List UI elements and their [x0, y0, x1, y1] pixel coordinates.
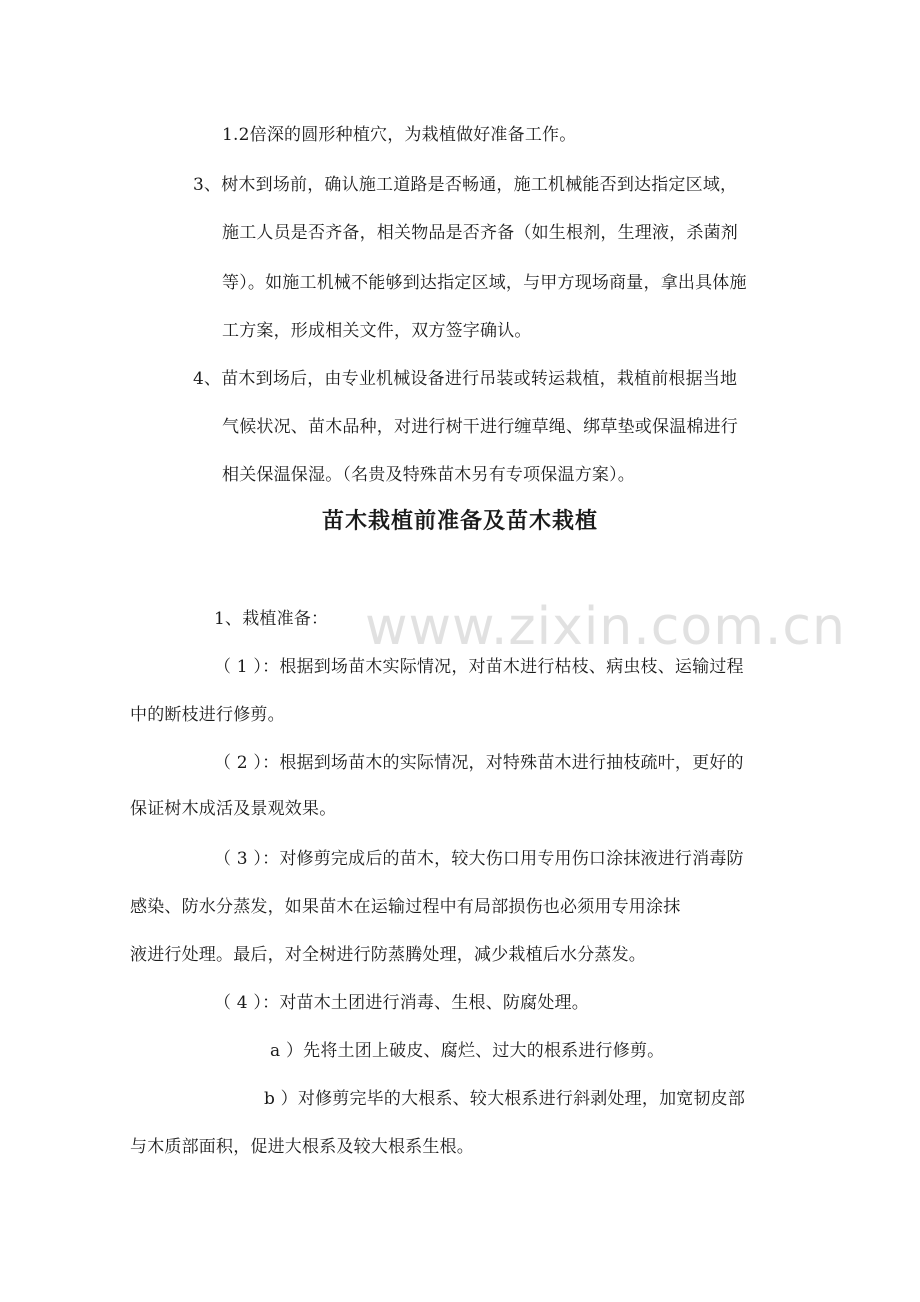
paragraph-line: 中的断枝进行修剪。 — [130, 705, 285, 725]
paragraph-line: 气候状况、苗木品种，对进行树干进行缠草绳、绑草垫或保温棉进行 — [222, 417, 738, 437]
watermark: www.zixin.com.cn — [365, 597, 846, 657]
paragraph-line: 1、栽植准备： — [214, 609, 329, 629]
paragraph-line: 相关保温保湿。（名贵及特殊苗木另有专项保温方案）。 — [222, 465, 635, 485]
paragraph-line: （ 2 ）：根据到场苗木的实际情况，对特殊苗木进行抽枝疏叶，更好的 — [214, 753, 744, 773]
paragraph-line: 工方案，形成相关文件，双方签字确认。 — [222, 321, 532, 341]
paragraph-line: 等）。如施工机械不能够到达指定区域，与甲方现场商量，拿出具体施 — [222, 273, 747, 293]
paragraph-line: 1.2倍深的圆形种植穴，为栽植做好准备工作。 — [222, 125, 577, 145]
paragraph-line: （ 3 ）：对修剪完成后的苗木，较大伤口用专用伤口涂抹液进行消毒防 — [214, 849, 744, 869]
paragraph-line: 保证树木成活及景观效果。 — [130, 799, 337, 819]
paragraph-line: 感染、防水分蒸发，如果苗木在运输过程中有局部损伤也必须用专用涂抹 — [130, 897, 681, 917]
paragraph-line: 液进行处理。最后，对全树进行防蒸腾处理，减少栽植后水分蒸发。 — [130, 945, 646, 965]
paragraph-line: （ 4 ）：对苗木土团进行消毒、生根、防腐处理。 — [214, 993, 589, 1013]
paragraph-line: 3、树木到场前，确认施工道路是否畅通，施工机械能否到达指定区域， — [193, 175, 738, 195]
paragraph-line: 4、苗木到场后，由专业机械设备进行吊装或转运栽植，栽植前根据当地 — [193, 369, 738, 389]
paragraph-line: 施工人员是否齐备，相关物品是否齐备（如生根剂，生理液，杀菌剂 — [222, 223, 738, 243]
section-title: 苗木栽植前准备及苗木栽植 — [321, 509, 598, 534]
paragraph-line: （ 1 ）：根据到场苗木实际情况，对苗木进行枯枝、病虫枝、运输过程 — [214, 657, 744, 677]
paragraph-line: a ）先将土团上破皮、腐烂、过大的根系进行修剪。 — [270, 1041, 665, 1061]
paragraph-line: 与木质部面积，促进大根系及较大根系生根。 — [130, 1137, 474, 1157]
paragraph-line: b ）对修剪完毕的大根系、较大根系进行斜剥处理，加宽韧皮部 — [264, 1089, 746, 1109]
